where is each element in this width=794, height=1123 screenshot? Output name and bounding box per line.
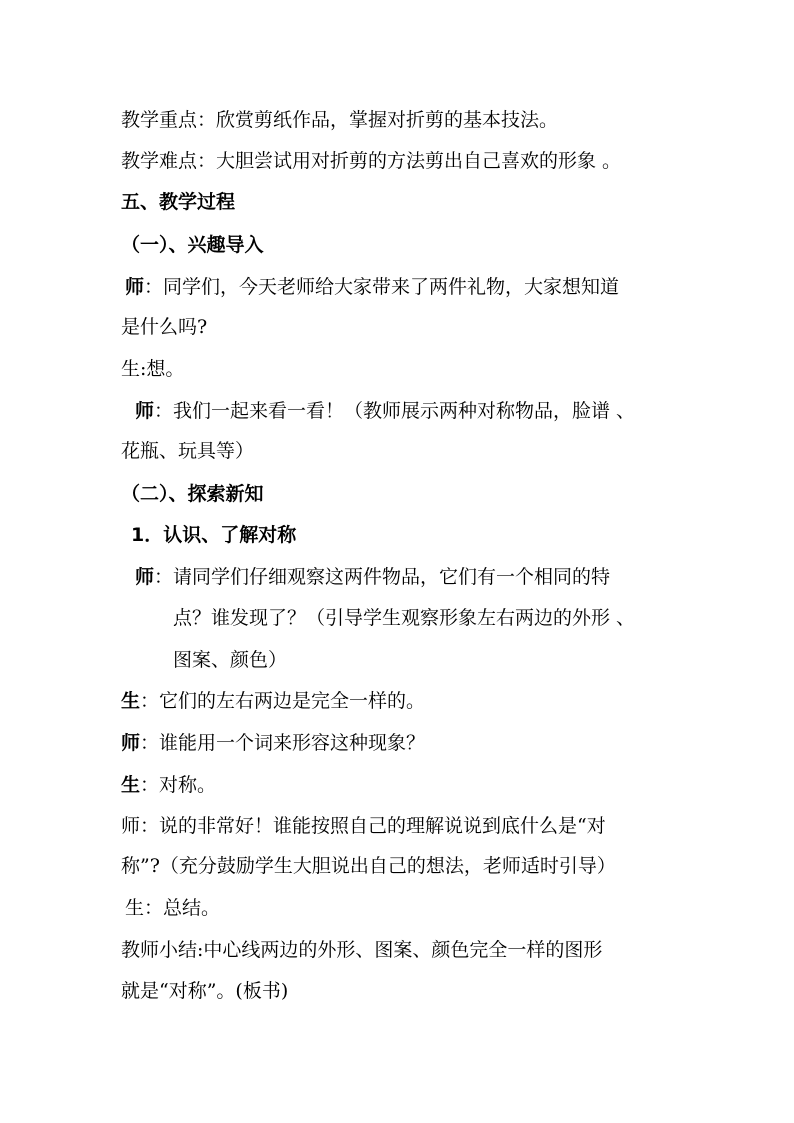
teaching-difficulties: 教学难点：大胆尝试用对折剪的方法剪出自己喜欢的形象 。 — [121, 150, 622, 172]
speaker-label: 师 — [121, 732, 141, 754]
item-title-symmetry: 1．认识、了解对称 — [131, 524, 297, 546]
speech-text: ：同学们，今天老师给大家带来了两件礼物，大家想知道 — [144, 276, 620, 298]
speech-text: ：请同学们仔细观察这两件物品，它们有一个相同的特 — [154, 566, 611, 588]
paragraph-teacher-praise: 师：说的非常好！谁能按照自己的理解说说到底什么是“对 — [121, 815, 606, 837]
speech-text: ：对称。 — [140, 774, 217, 796]
paragraph-teacher-gift — [125, 274, 619, 300]
speaker-label: 师 — [135, 566, 155, 588]
section-title-teaching-process: 五、教学过程 — [121, 191, 236, 213]
speech-text: ：我们一起来看一看！（教师展示两种对称物品，脸谱 、 — [154, 400, 636, 422]
paragraph-teacher-gift-cont: 是什么吗? — [121, 316, 208, 338]
paragraph-student-symmetry — [121, 772, 216, 798]
speaker-label: 生 — [121, 690, 141, 712]
paragraph-student-same — [121, 688, 425, 714]
paragraph-student-want: 生:想。 — [121, 358, 185, 380]
paragraph-teacher-conclusion-cont: 就是“对称”。(板书) — [121, 980, 289, 1002]
paragraph-teacher-observe-cont2: 图案、颜色） — [173, 649, 288, 671]
paragraph-teacher-word — [121, 730, 425, 756]
subsection-title-explore: （二）、探索新知 — [121, 483, 264, 505]
paragraph-student-summary: 生：总结。 — [125, 897, 221, 919]
speech-text: ：谁能用一个词来形容这种现象？ — [140, 732, 426, 754]
paragraph-teacher-observe-cont1: 点？谁发现了？（引导学生观察形象左右两边的外形 、 — [173, 607, 636, 629]
paragraph-teacher-observe — [135, 564, 610, 590]
teaching-key-points: 教学重点：欣赏剪纸作品，掌握对折剪的基本技法。 — [121, 109, 559, 131]
paragraph-teacher-praise-cont: 称”?（充分鼓励学生大胆说出自己的想法，老师适时引导） — [121, 855, 616, 877]
speaker-label: 生 — [121, 774, 141, 796]
paragraph-teacher-conclusion: 教师小结:中心线两边的外形、图案、颜色完全一样的图形 — [121, 939, 603, 961]
speaker-label: 师 — [135, 400, 155, 422]
paragraph-teacher-show — [135, 398, 635, 424]
paragraph-teacher-show-cont: 花瓶、玩具等） — [121, 440, 255, 462]
subsection-title-interest-intro: （一）、兴趣导入 — [121, 234, 264, 256]
speech-text: ：它们的左右两边是完全一样的。 — [140, 690, 426, 712]
speaker-label: 师 — [125, 276, 145, 298]
